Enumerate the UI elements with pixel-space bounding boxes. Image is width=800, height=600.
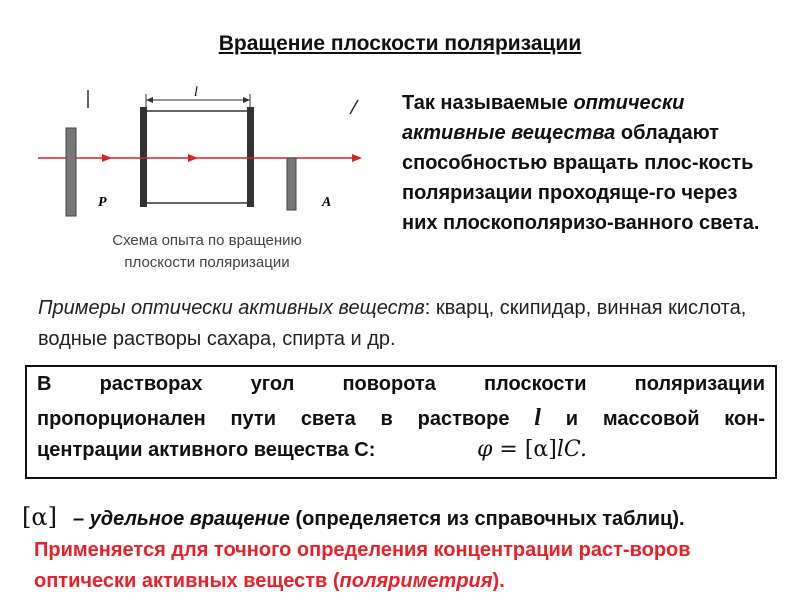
path-length-symbol: l: [534, 405, 541, 431]
beam-arrow-1: [102, 154, 112, 162]
intro-term: оптически активные вещества: [402, 92, 685, 144]
slide-title: Вращение плоскости поляризации: [218, 32, 582, 55]
beam-arrow-3: [352, 154, 362, 162]
analyzer-axis-tick: [350, 100, 358, 114]
cuvette-right-window: [247, 107, 254, 207]
rule-box: [25, 365, 777, 479]
rotation-formula: φ = [α]lC.: [477, 437, 587, 462]
polarimetry-term: поляриметрия: [339, 570, 493, 592]
definition-rest: (определяется из справочных таблиц).: [289, 508, 685, 530]
polarizer-plate: [66, 128, 76, 216]
length-label: l: [194, 85, 198, 100]
examples-paragraph: [38, 293, 788, 355]
polarization-experiment-diagram: [28, 80, 368, 230]
definition-term: – удельное вращение: [72, 508, 290, 530]
intro-part-3: обладают способностью вращать плос-кость поляризации проходяще-го через них плоскополяризо-ванного света.: [402, 122, 760, 234]
intro-paragraph: [402, 88, 777, 238]
beam-arrow-2: [188, 154, 198, 162]
diagram-caption: [92, 230, 322, 274]
examples-list: : кварц, скипидар, винная кислота, водные растворы сахара, спирта и др.: [38, 297, 747, 350]
polarizer-label: P: [98, 195, 107, 210]
intro-part-1: Так называемые: [402, 92, 574, 114]
examples-lead: Примеры оптически активных веществ: [38, 297, 425, 319]
rule-line-1: В растворах угол поворота плоскости поляризации: [37, 373, 765, 395]
application-note: Применяется для точного определения концентрации раст-воров оптически активных веществ (поляриметрия).: [34, 539, 691, 592]
rule-line-2: пропорционален пути света в растворе l и массовой кон-: [37, 405, 766, 431]
cuvette-left-window: [140, 107, 147, 207]
analyzer-label: A: [322, 195, 332, 210]
specific-rotation-symbol: [α]: [22, 503, 57, 531]
caption-line-1: Схема опыта по вращению: [112, 232, 302, 249]
specific-rotation-definition: [22, 503, 685, 531]
caption-line-2: плоскости поляризации: [124, 254, 290, 271]
analyzer-plate: [287, 158, 296, 210]
rule-line-3: центрации активного вещества С:: [37, 439, 376, 461]
